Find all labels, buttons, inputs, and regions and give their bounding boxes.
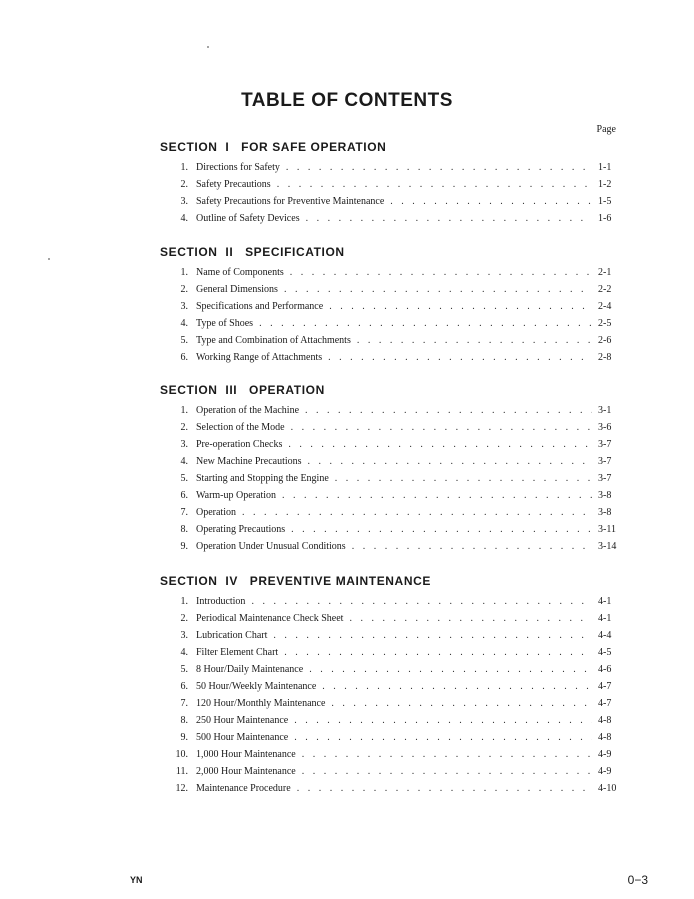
entry-page: 3-7 (598, 473, 612, 484)
entry-page: 2-4 (598, 301, 612, 312)
entry-page: 2-2 (598, 284, 612, 295)
entry-number: 2. (180, 422, 188, 433)
dot-leader (284, 284, 592, 295)
entry-page: 3-8 (598, 490, 612, 501)
entry-title: 120 Hour/Monthly Maintenance (196, 698, 326, 709)
entry-page: 3-1 (598, 405, 612, 416)
entry-number: 5. (180, 664, 188, 675)
section-4 (160, 574, 620, 800)
dot-leader (277, 179, 592, 190)
entry-number: 3. (180, 630, 188, 641)
toc-entry (160, 715, 620, 732)
entry-number: 9. (180, 541, 188, 552)
entry-title: Starting and Stopping the Engine (196, 473, 329, 484)
footer-code: YN (130, 875, 143, 885)
entry-title: Pre-operation Checks (196, 439, 283, 450)
dot-leader (322, 681, 592, 692)
entry-title: 8 Hour/Daily Maintenance (196, 664, 304, 675)
dot-leader (242, 507, 592, 518)
entry-title: Type of Shoes (196, 318, 254, 329)
entry-number: 10. (175, 749, 188, 760)
entry-number: 4. (180, 647, 188, 658)
entry-page: 2-6 (598, 335, 612, 346)
entry-page: 4-1 (598, 596, 612, 607)
toc-entry (160, 405, 620, 422)
entry-title: New Machine Precautions (196, 456, 302, 467)
entry-title: 1,000 Hour Maintenance (196, 749, 296, 760)
entry-number: 3. (180, 439, 188, 450)
dot-leader (282, 490, 592, 501)
dot-leader (305, 405, 592, 416)
dot-leader (309, 664, 592, 675)
dot-leader (302, 749, 592, 760)
entry-number: 6. (180, 352, 188, 363)
section-heading: SECTION III OPERATION (160, 383, 325, 397)
dot-leader (329, 301, 592, 312)
toc-entry (160, 439, 620, 456)
toc-list (160, 405, 620, 558)
entry-page: 4-5 (598, 647, 612, 658)
entry-number: 9. (180, 732, 188, 743)
entry-page: 3-6 (598, 422, 612, 433)
entry-page: 2-1 (598, 267, 612, 278)
entry-number: 5. (180, 473, 188, 484)
toc-entry (160, 213, 620, 230)
entry-number: 1. (180, 267, 188, 278)
dot-leader (251, 596, 592, 607)
entry-page: 4-7 (598, 681, 612, 692)
toc-entry (160, 630, 620, 647)
entry-number: 4. (180, 456, 188, 467)
entry-title: Introduction (196, 596, 246, 607)
entry-page: 1-2 (598, 179, 612, 190)
toc-entry (160, 698, 620, 715)
toc-entry (160, 284, 620, 301)
toc-entry (160, 766, 620, 783)
entry-title: Safety Precautions (196, 179, 271, 190)
entry-title: Operation of the Machine (196, 405, 300, 416)
entry-number: 4. (180, 213, 188, 224)
toc-entry (160, 681, 620, 698)
entry-title: Directions for Safety (196, 162, 280, 173)
toc-entry (160, 473, 620, 490)
dot-leader (328, 352, 592, 363)
entry-title: 50 Hour/Weekly Maintenance (196, 681, 317, 692)
entry-title: Lubrication Chart (196, 630, 268, 641)
toc-entry (160, 541, 620, 558)
dot-leader (297, 783, 592, 794)
dot-leader (291, 422, 592, 433)
toc-entry (160, 749, 620, 766)
toc-entry (160, 490, 620, 507)
toc-list (160, 267, 620, 369)
entry-page: 4-6 (598, 664, 612, 675)
page-column-label: Page (596, 124, 616, 135)
scan-speck (207, 46, 209, 48)
entry-title: Warm-up Operation (196, 490, 276, 501)
entry-number: 11. (175, 766, 188, 777)
entry-number: 1. (180, 596, 188, 607)
entry-page: 4-9 (598, 749, 612, 760)
dot-leader (288, 439, 592, 450)
entry-number: 7. (180, 507, 188, 518)
entry-number: 3. (180, 301, 188, 312)
dot-leader (259, 318, 592, 329)
toc-entry (160, 664, 620, 681)
dot-leader (290, 267, 592, 278)
dot-leader (331, 698, 592, 709)
entry-number: 2. (180, 613, 188, 624)
entry-title: Working Range of Attachments (196, 352, 323, 363)
entry-title: Filter Element Chart (196, 647, 279, 658)
entry-page: 3-11 (598, 524, 616, 535)
toc-entry (160, 318, 620, 335)
section-1 (160, 140, 620, 230)
toc-entry (160, 335, 620, 352)
dot-leader (335, 473, 592, 484)
scan-speck (48, 258, 50, 260)
dot-leader (273, 630, 592, 641)
entry-number: 5. (180, 335, 188, 346)
entry-page: 4-7 (598, 698, 612, 709)
entry-title: Selection of the Mode (196, 422, 285, 433)
entry-title: Operation Under Unusual Conditions (196, 541, 346, 552)
entry-number: 2. (180, 179, 188, 190)
dot-leader (357, 335, 592, 346)
dot-leader (294, 715, 592, 726)
entry-page: 2-5 (598, 318, 612, 329)
dot-leader (352, 541, 592, 552)
entry-number: 8. (180, 715, 188, 726)
toc-entry (160, 596, 620, 613)
toc-entry (160, 783, 620, 800)
entry-title: 500 Hour Maintenance (196, 732, 289, 743)
entry-title: 250 Hour Maintenance (196, 715, 289, 726)
entry-number: 2. (180, 284, 188, 295)
entry-page: 1-5 (598, 196, 612, 207)
entry-page: 3-14 (598, 541, 617, 552)
dot-leader (291, 524, 592, 535)
dot-leader (284, 647, 592, 658)
section-heading: SECTION IV PREVENTIVE MAINTENANCE (160, 574, 431, 588)
section-3 (160, 383, 620, 558)
entry-page: 3-7 (598, 439, 612, 450)
entry-title: Operation (196, 507, 236, 518)
entry-number: 6. (180, 490, 188, 501)
toc-list (160, 162, 620, 230)
entry-number: 6. (180, 681, 188, 692)
toc-entry (160, 647, 620, 664)
page-number: 0−3 (627, 873, 648, 887)
entry-page: 4-4 (598, 630, 612, 641)
entry-number: 1. (180, 162, 188, 173)
entry-page: 4-9 (598, 766, 612, 777)
dot-leader (302, 766, 592, 777)
toc-entry (160, 422, 620, 439)
entry-number: 7. (180, 698, 188, 709)
dot-leader (306, 213, 592, 224)
dot-leader (294, 732, 592, 743)
dot-leader (308, 456, 592, 467)
toc-entry (160, 352, 620, 369)
entry-number: 3. (180, 196, 188, 207)
dot-leader (286, 162, 592, 173)
entry-number: 8. (180, 524, 188, 535)
entry-page: 1-6 (598, 213, 612, 224)
entry-title: Name of Components (196, 267, 284, 278)
entry-page: 4-1 (598, 613, 612, 624)
toc-entry (160, 524, 620, 541)
entry-page: 1-1 (598, 162, 612, 173)
entry-page: 3-8 (598, 507, 612, 518)
entry-title: Maintenance Procedure (196, 783, 291, 794)
page-title: TABLE OF CONTENTS (241, 90, 453, 111)
entry-number: 12. (175, 783, 188, 794)
entry-title: Outline of Safety Devices (196, 213, 300, 224)
entry-page: 3-7 (598, 456, 612, 467)
toc-entry (160, 196, 620, 213)
toc-entry (160, 301, 620, 318)
entry-title: Periodical Maintenance Check Sheet (196, 613, 344, 624)
toc-list (160, 596, 620, 800)
entry-title: Specifications and Performance (196, 301, 324, 312)
entry-number: 4. (180, 318, 188, 329)
entry-number: 1. (180, 405, 188, 416)
toc-entry (160, 507, 620, 524)
toc-entry (160, 267, 620, 284)
entry-title: Operating Precautions (196, 524, 286, 535)
entry-page: 4-8 (598, 732, 612, 743)
entry-title: Safety Precautions for Preventive Maintenance (196, 196, 385, 207)
section-2 (160, 245, 620, 369)
toc-entry (160, 732, 620, 749)
toc-entry (160, 162, 620, 179)
dot-leader (390, 196, 592, 207)
entry-title: Type and Combination of Attachments (196, 335, 351, 346)
toc-entry (160, 613, 620, 630)
toc-entry (160, 456, 620, 473)
entry-page: 2-8 (598, 352, 612, 363)
section-heading: SECTION II SPECIFICATION (160, 245, 345, 259)
dot-leader (349, 613, 592, 624)
toc-entry (160, 179, 620, 196)
entry-title: General Dimensions (196, 284, 278, 295)
entry-page: 4-10 (598, 783, 617, 794)
entry-page: 4-8 (598, 715, 612, 726)
entry-title: 2,000 Hour Maintenance (196, 766, 296, 777)
section-heading: SECTION I FOR SAFE OPERATION (160, 140, 387, 154)
